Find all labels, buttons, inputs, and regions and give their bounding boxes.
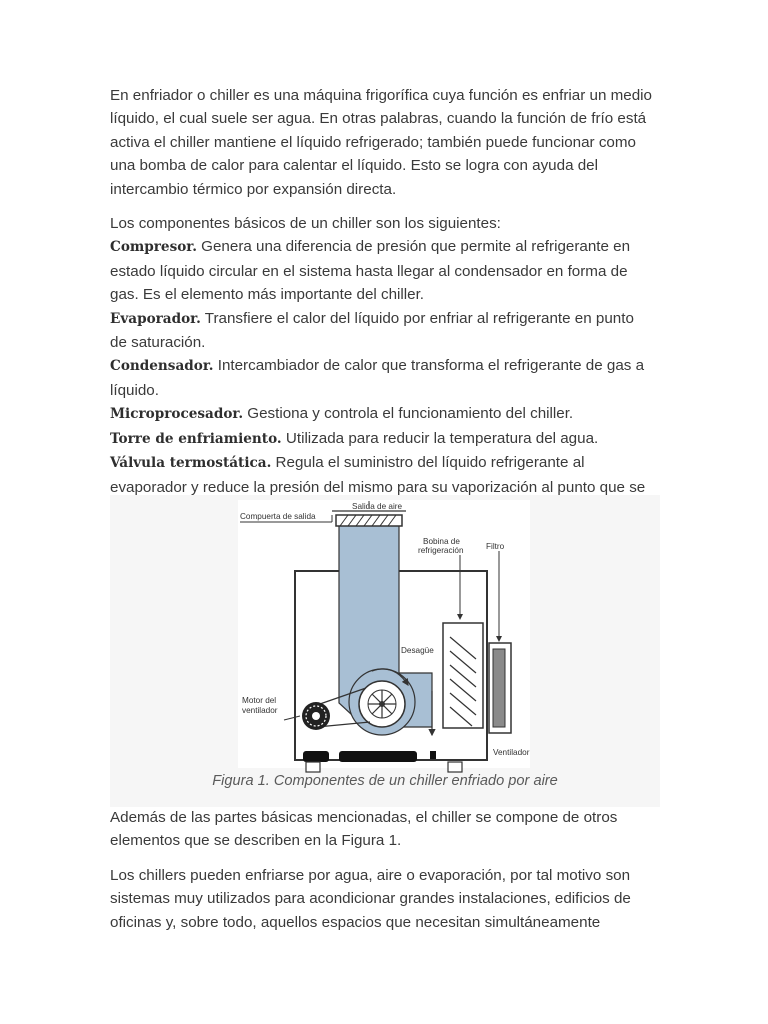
label-motor-1: Motor del [242, 696, 277, 705]
label-desague: Desagüe [401, 646, 434, 655]
article-body [110, 84, 655, 522]
component-desc: Regula el suministro del líquido refrigerante al evaporador y reduce la presión del mismo para su vaporización al punto que se [110, 454, 646, 496]
label-compuerta: Compuerta de salida [240, 512, 316, 521]
component-term: Microprocesador. [110, 406, 244, 423]
component-desc: Gestiona y controla el funcionamiento del chiller. [243, 405, 574, 423]
base-foot [448, 762, 462, 772]
component-term: Evaporador. [110, 310, 201, 327]
base-foot [306, 762, 320, 772]
component-desc: Utilizada para reducir la temperatura del agua. [281, 429, 599, 447]
component-microprocesador [110, 402, 655, 426]
chiller-diagram [110, 495, 660, 807]
intro-paragraph: En enfriador o chiller es una máquina frigorífica cuya función es enfriar un medio líquido, el cual suele ser agua. En otras palabras, cuando la función de frío está activa el chiller mantiene el líquido refrigerado; también puede funcionar como una bomba de calor para calentar el líquido. Esto se logra con ayuda del intercambio térmico por expansión directa. [110, 87, 652, 198]
paragraph-figure-ref: Además de las partes básicas mencionadas, el chiller se compone de otros elementos que se describen en la Figura 1. [110, 809, 618, 850]
components-lead: Los componentes básicos de un chiller son los siguientes: [110, 215, 501, 233]
label-bobina-2: refrigeración [418, 546, 464, 555]
figure-caption: Figura 1. Componentes de un chiller enfriado por aire [212, 773, 558, 789]
component-condensador [110, 354, 655, 402]
label-filtro: Filtro [486, 542, 505, 551]
base-block [430, 751, 436, 759]
component-evaporador [110, 307, 655, 355]
component-compresor [110, 235, 655, 306]
label-bobina-1: Bobina de [423, 537, 460, 546]
component-term: Torre de enfriamiento. [110, 430, 282, 447]
component-desc: Transfiere el calor del líquido por enfriar al refrigerante en punto de saturación. [110, 309, 634, 352]
component-torre [110, 427, 655, 451]
component-term: Condensador. [110, 358, 214, 375]
closing-paragraphs [110, 806, 655, 934]
component-term: Válvula termostática. [110, 455, 272, 472]
component-desc: Intercambiador de calor que transforma el refrigerante de gas a líquido. [110, 357, 645, 399]
label-motor-2: ventilador [242, 706, 278, 715]
figure-chiller-diagram [110, 495, 660, 807]
base-block [339, 751, 417, 762]
filter-core [493, 649, 505, 727]
base-block [303, 751, 329, 762]
paragraph-types: Los chillers pueden enfriarse por agua, aire o evaporación, por tal motivo son sistemas muy utilizados para acondicionar grandes instalaciones, edificios de oficinas y, sobre todo, aquellos espacios que necesitan simultáneamente [110, 866, 631, 931]
component-desc: Genera una diferencia de presión que permite al refrigerante en estado líquido circular en el sistema hasta llegar al condensador en forma de gas. Es el elemento más importante del chiller. [110, 238, 631, 304]
label-ventilador: Ventilador [493, 748, 530, 757]
component-term: Compresor. [110, 239, 197, 256]
label-salida-aire: Salida de aire [352, 502, 403, 511]
